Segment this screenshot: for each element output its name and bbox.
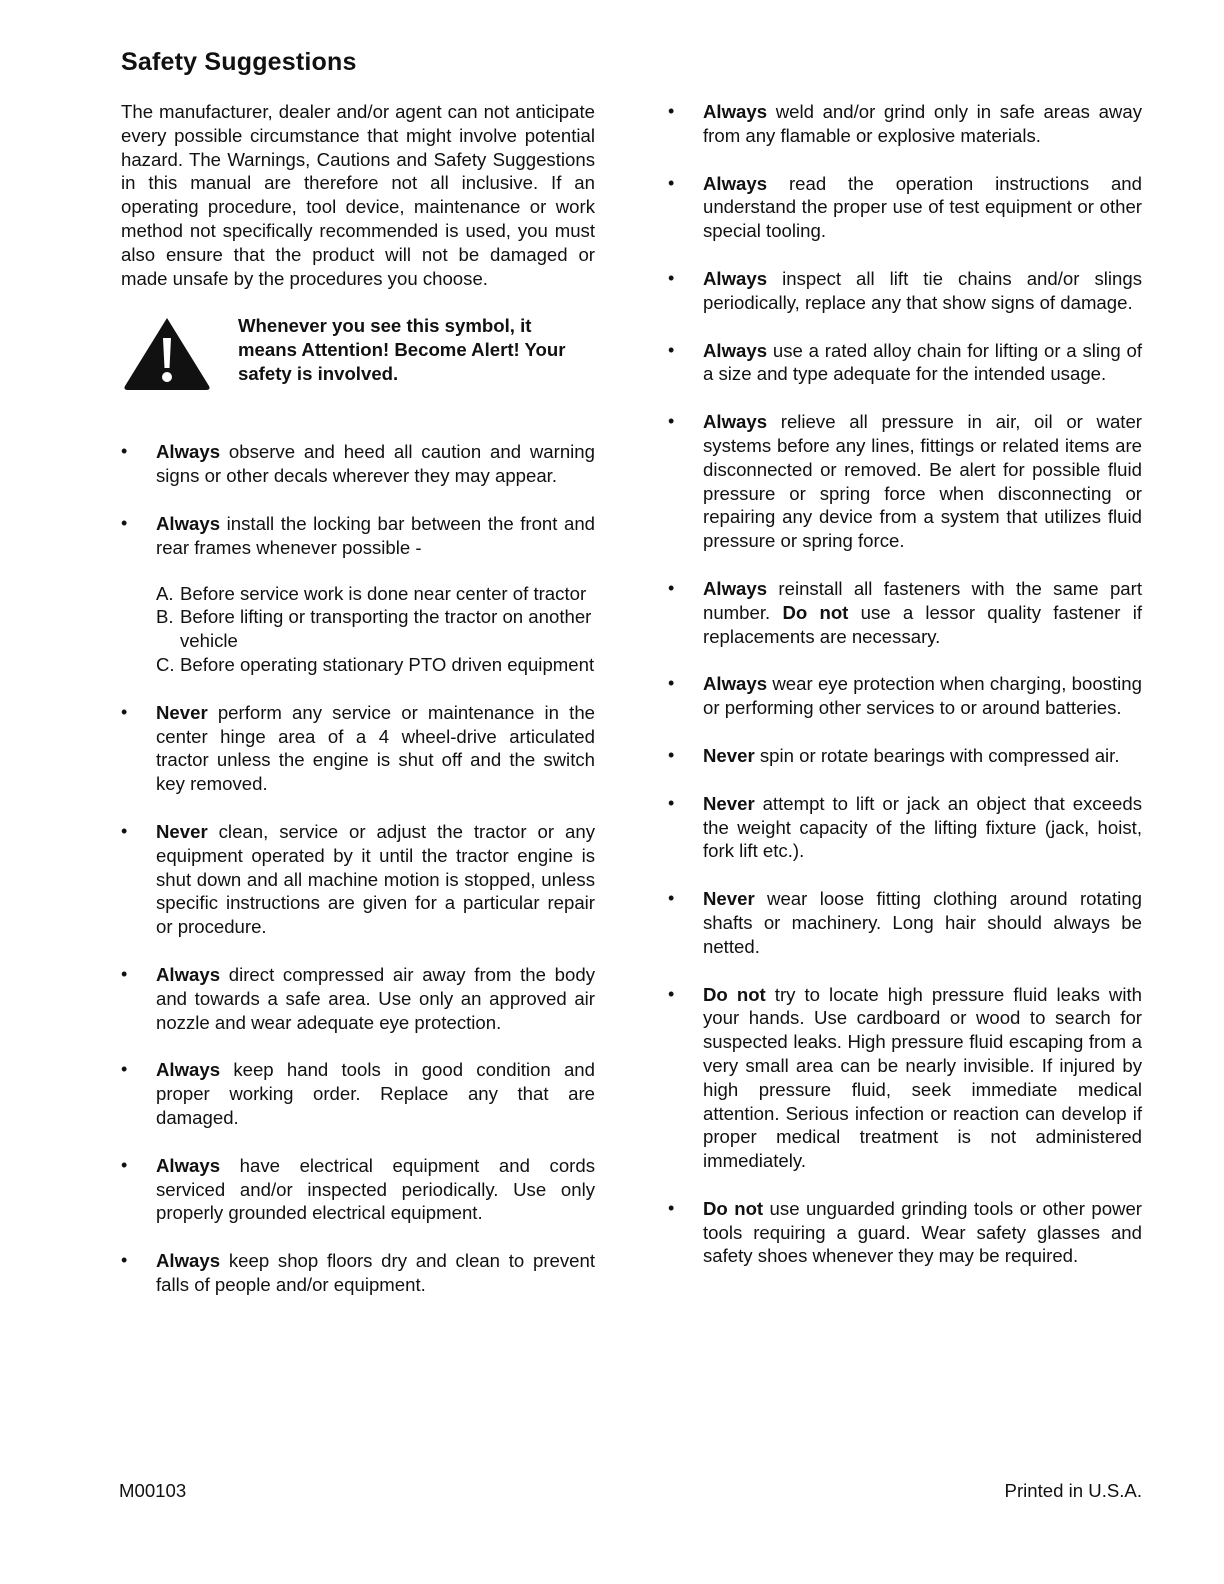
safety-item <box>668 339 1142 387</box>
safety-keyword: Always <box>703 577 768 599</box>
safety-keyword: Always <box>156 441 221 463</box>
page-title: Safety Suggestions <box>121 48 357 76</box>
intro-paragraph: The manufacturer, dealer and/or agent can not anticipate every possible circumstance that might involve potential hazard. The Warnings, Cautions and Safety Suggestions in this manual are therefore not all inclusive. If an operating procedure, tool device, maintenance or work method not specifically recommended is used, you must also ensure that the product will not be damaged or made unsafe by the procedures you choose. <box>121 101 595 289</box>
safety-item <box>121 1154 595 1225</box>
right-column <box>668 100 1142 1292</box>
safety-keyword: Always <box>703 172 768 194</box>
safety-keyword: Always <box>156 963 221 985</box>
condition-label: A. <box>156 582 174 604</box>
safety-keyword: Never <box>703 792 755 814</box>
safety-text: direct compressed air away from the body and towards a safe area. Use only an approved air nozzle and wear adequate eye protection. <box>156 963 595 1033</box>
bullet-icon: • <box>121 1059 128 1080</box>
condition-item <box>156 653 595 677</box>
safety-item-text <box>156 1249 595 1297</box>
safety-keyword: Always <box>703 267 768 289</box>
bullet-icon: • <box>668 101 675 121</box>
safety-item-text <box>703 792 1142 863</box>
right-safety-list <box>668 100 1142 1268</box>
safety-keyword: Always <box>156 1250 221 1272</box>
safety-text: use a lessor quality fastener if replacements are necessary. <box>703 601 1142 647</box>
safety-keyword: Do not <box>703 1197 764 1219</box>
safety-text: clean, service or adjust the tractor or any equipment operated by it until the tractor engine is shut down and all machine motion is stopped, unless specific instructions are given for a particular repair or procedure. <box>156 820 595 938</box>
bullet-icon: • <box>121 1250 128 1271</box>
bullet-icon: • <box>121 441 128 462</box>
bullet-icon: • <box>668 744 675 765</box>
safety-text: use a rated alloy chain for lifting or a sling of a size and type adequate for the intended usage. <box>703 339 1142 385</box>
safety-text: install the locking bar between the front and rear frames whenever possible - <box>156 512 595 558</box>
safety-item-text <box>156 820 595 939</box>
safety-text: read the operation instructions and understand the proper use of test equipment or other special tooling. <box>703 172 1142 242</box>
bullet-icon: • <box>668 267 675 288</box>
safety-item-text <box>156 440 595 488</box>
safety-keyword: Always <box>156 1154 221 1176</box>
safety-keyword: Never <box>703 744 755 766</box>
safety-item-text <box>156 1154 595 1225</box>
safety-item <box>121 440 595 488</box>
safety-item-text <box>156 963 595 1034</box>
safety-text: weld and/or grind only in safe areas away from any flamable or explosive materials. <box>703 101 1142 146</box>
safety-text: attempt to lift or jack an object that exceeds the weight capacity of the lifting fixture (jack, hoist, fork lift etc.). <box>703 792 1142 862</box>
bullet-icon: • <box>668 1197 675 1218</box>
safety-text: observe and heed all caution and warning signs or other decals wherever they may appear. <box>156 441 595 487</box>
bullet-icon: • <box>668 577 675 598</box>
condition-item <box>156 582 595 606</box>
bullet-icon: • <box>668 411 675 432</box>
bullet-icon: • <box>668 339 675 360</box>
safety-item <box>121 820 595 939</box>
safety-keyword: Do not <box>782 601 849 623</box>
safety-text: keep hand tools in good condition and proper working order. Replace any that are damaged. <box>156 1059 595 1128</box>
condition-label: C. <box>156 653 175 675</box>
warning-triangle-icon <box>121 314 213 390</box>
safety-text: inspect all lift tie chains and/or slings periodically, replace any that show signs of damage. <box>703 267 1142 313</box>
safety-item <box>668 887 1142 958</box>
safety-keyword: Always <box>703 101 768 122</box>
safety-item <box>668 577 1142 648</box>
bullet-icon: • <box>668 673 675 694</box>
bullet-icon: • <box>121 963 128 984</box>
safety-item-text <box>703 1197 1142 1268</box>
safety-text: reinstall all fasteners with the same part number. <box>703 577 1142 623</box>
safety-keyword: Always <box>156 512 221 534</box>
safety-item-text <box>703 887 1142 958</box>
condition-item <box>156 605 595 653</box>
safety-item <box>668 983 1142 1173</box>
safety-item-text <box>156 701 595 796</box>
safety-item-text <box>703 267 1142 315</box>
safety-keyword: Never <box>156 701 208 723</box>
safety-text: wear eye protection when charging, boosting or performing other services to or around batteries. <box>703 673 1142 719</box>
safety-item-text <box>703 100 1142 148</box>
bullet-icon: • <box>121 701 128 722</box>
bullet-icon: • <box>668 983 675 1004</box>
safety-item <box>668 100 1142 148</box>
safety-item-text <box>156 1058 595 1129</box>
safety-item-text <box>703 410 1142 553</box>
safety-item <box>121 963 595 1034</box>
safety-keyword: Always <box>703 339 768 361</box>
safety-item-text <box>703 983 1142 1173</box>
printed-in: Printed in U.S.A. <box>1004 1480 1142 1501</box>
safety-text: have electrical equipment and cords serviced and/or inspected periodically. Use only properly grounded electrical equipment. <box>156 1154 595 1224</box>
safety-item <box>668 1197 1142 1268</box>
locking-bar-conditions <box>156 582 595 677</box>
safety-item <box>668 792 1142 863</box>
safety-text: try to locate high pressure fluid leaks with your hands. Use cardboard or wood to search for suspected leaks. High pressure fluid escaping from a very small area can be nearly invisible. If injured by high pressure fluid, seek immediate medical attention. Serious infection or reaction can develop if proper medical treatment is not administered immediately. <box>703 983 1143 1172</box>
safety-item-text <box>703 744 1142 768</box>
safety-item <box>668 172 1142 243</box>
bullet-icon: • <box>668 792 675 813</box>
document-code: M00103 <box>119 1480 187 1501</box>
condition-text: Before service work is done near center of tractor <box>180 582 587 604</box>
bullet-icon: • <box>121 1154 128 1175</box>
safety-item <box>121 701 595 796</box>
safety-keyword: Always <box>156 1059 221 1081</box>
bullet-icon: • <box>668 888 675 909</box>
safety-keyword: Always <box>703 411 768 433</box>
safety-item <box>121 1058 595 1129</box>
safety-item <box>121 512 595 677</box>
safety-item <box>121 1249 595 1297</box>
safety-item-text <box>703 172 1142 243</box>
condition-text: Before lifting or transporting the tractor on another vehicle <box>180 606 592 652</box>
safety-text: keep shop floors dry and clean to prevent falls of people and/or equipment. <box>156 1250 595 1295</box>
bullet-icon: • <box>668 172 675 193</box>
safety-keyword: Do not <box>703 983 766 1005</box>
bullet-icon: • <box>121 820 128 841</box>
attention-notice <box>121 314 595 410</box>
condition-text: Before operating stationary PTO driven equipment <box>180 653 595 675</box>
safety-text: wear loose fitting clothing around rotating shafts or machinery. Long hair should always be netted. <box>703 888 1142 957</box>
safety-item <box>668 744 1142 768</box>
safety-item-text <box>156 512 595 677</box>
safety-text: spin or rotate bearings with compressed air. <box>754 744 1120 766</box>
bullet-icon: • <box>121 512 128 533</box>
safety-keyword: Never <box>703 888 755 910</box>
attention-text: Whenever you see this symbol, it means Attention! Become Alert! Your safety is involved. <box>238 315 566 384</box>
safety-item-text <box>703 672 1142 720</box>
safety-item-text <box>703 577 1142 648</box>
safety-keyword: Always <box>703 673 768 695</box>
condition-label: B. <box>156 606 174 628</box>
safety-text: perform any service or maintenance in the center hinge area of a 4 wheel-drive articulated tractor unless the engine is shut off and the switch key removed. <box>156 701 595 795</box>
safety-keyword: Never <box>156 820 208 842</box>
left-safety-list <box>121 440 595 1296</box>
safety-text: use unguarded grinding tools or other power tools requiring a guard. Wear safety glasses and safety shoes whenever they may be required. <box>703 1197 1142 1267</box>
left-column <box>121 100 595 1321</box>
safety-item <box>668 267 1142 315</box>
safety-item <box>668 672 1142 720</box>
safety-text: relieve all pressure in air, oil or water systems before any lines, fittings or related items are disconnected or removed. Be alert for possible fluid pressure or spring force when disconnecting or repairing any device from a system that utilizes fluid pressure or spring force. <box>703 411 1142 552</box>
safety-item-text <box>703 339 1142 387</box>
safety-item <box>668 410 1142 553</box>
